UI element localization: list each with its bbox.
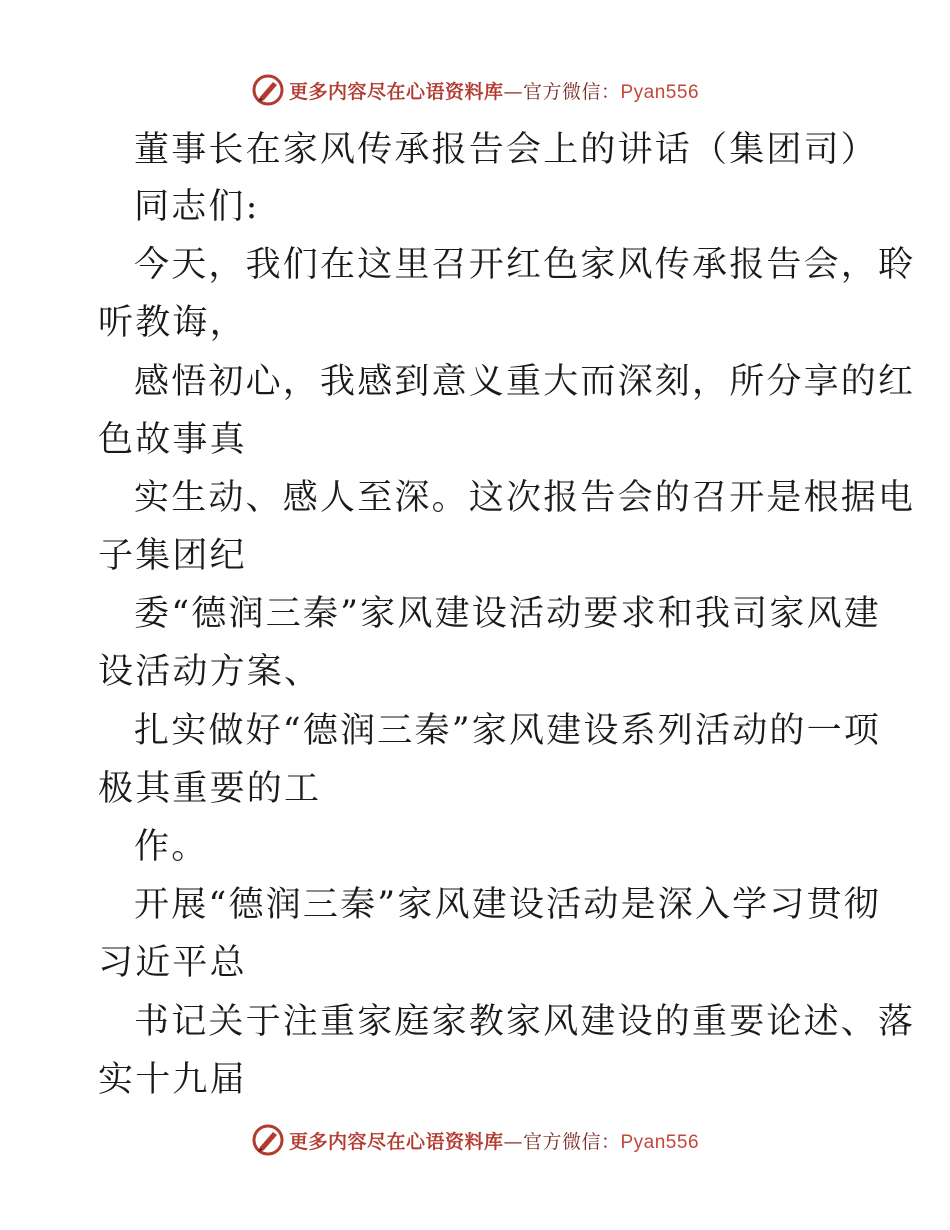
document-line: 同志们: bbox=[134, 187, 260, 227]
document-line: 实生动、感人至深。这次报告会的召开是根据电 bbox=[134, 478, 916, 518]
banner-wechat-label: 官方微信： bbox=[522, 1130, 621, 1153]
banner-text bbox=[289, 1127, 699, 1154]
banner-text bbox=[289, 77, 699, 104]
document-line: 书记关于注重家庭家教家风建设的重要论述、落 bbox=[134, 1002, 916, 1042]
banner-main: 更多内容尽在心语资料库 bbox=[288, 1130, 504, 1153]
banner-wechat-id: Pyan556 bbox=[620, 1131, 700, 1153]
document-line: 作。 bbox=[134, 827, 209, 867]
header-banner bbox=[0, 70, 950, 110]
document-line: 色故事真 bbox=[98, 420, 247, 460]
document-line: 子集团纪 bbox=[98, 536, 247, 576]
banner-dash: — bbox=[503, 80, 523, 103]
document-line: 开展“德润三秦”家风建设活动是深入学习贯彻 bbox=[134, 885, 881, 925]
pen-logo-icon bbox=[251, 1123, 285, 1157]
banner-wechat-id: Pyan556 bbox=[620, 81, 700, 103]
document-line: 感悟初心，我感到意义重大而深刻，所分享的红 bbox=[134, 362, 916, 402]
pen-logo-icon bbox=[251, 73, 285, 107]
banner-wechat-label: 官方微信： bbox=[522, 80, 621, 103]
document-line: 实十九届 bbox=[98, 1060, 247, 1100]
document-line: 委“德润三秦”家风建设活动要求和我司家风建 bbox=[134, 594, 881, 634]
document-line: 扎实做好“德润三秦”家风建设系列活动的一项 bbox=[134, 711, 881, 751]
banner-dash: — bbox=[503, 1130, 523, 1153]
document-line: 习近平总 bbox=[98, 943, 247, 983]
footer-banner bbox=[0, 1120, 950, 1160]
document-line: 听教诲， bbox=[98, 303, 247, 343]
document-title: 董事长在家风传承报告会上的讲话（集团司） bbox=[134, 130, 879, 170]
banner-main: 更多内容尽在心语资料库 bbox=[288, 80, 504, 103]
document-line: 今天，我们在这里召开红色家风传承报告会，聆 bbox=[134, 245, 916, 285]
document-line: 设活动方案、 bbox=[98, 652, 322, 692]
document-line: 极其重要的工 bbox=[98, 769, 322, 809]
